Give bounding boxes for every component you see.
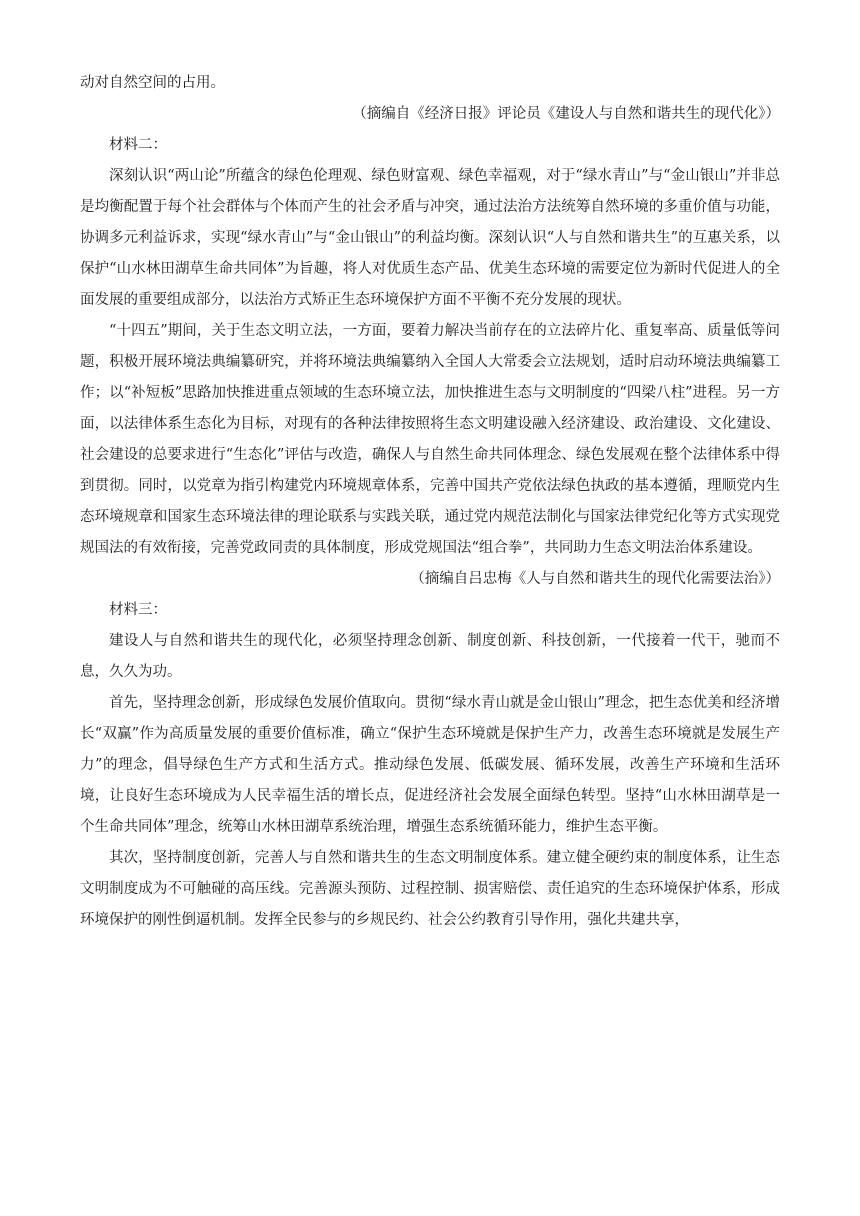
body-paragraph: 深刻认识“两山论”所蕴含的绿色伦理观、绿色财富观、绿色幸福观，对于“绿水青山”与“金山银山”并非总是均衡配置于每个社会群体与个体而产生的社会矛盾与冲突，通过法治方法统筹自然环境的多重价值与功能，协调多元利益诉求，实现“绿水青山”与“金山银山”的利益均衡。深刻认识“人与自然和谐共生”的互惠关系，以保护“山水林田湖草生命共同体”为旨趣，将人对优质生态产品、优美生态环境的需要定位为新时代促进人的全面发展的重要组成部分，以法治方式矫正生态环境保护方面不平衡不充分发展的现状。 [80, 168, 780, 308]
document-page [80, 68, 780, 936]
material-heading: 材料二： [109, 137, 167, 153]
source-citation: （摘编自吕忠梅《人与自然和谐共生的现代化需要法治》） [410, 571, 780, 587]
source-citation: （摘编自《经济日报》评论员《建设人与自然和谐共生的现代化》） [352, 106, 780, 122]
body-paragraph: 建设人与自然和谐共生的现代化，必须坚持理念创新、制度创新、科技创新，一代接着一代干，驰而不息，久久为功。 [80, 633, 780, 680]
body-paragraph: “十四五”期间，关于生态文明立法，一方面，要着力解决当前存在的立法碎片化、重复率高、质量低等问题，积极开展环境法典编纂研究，并将环境法典编纂纳入全国人大常委会立法规划，适时启动环境法典编纂工作；以“补短板”思路加快推进重点领域的生态环境立法，加快推进生态与文明制度的“四梁八柱”进程。另一方面，以法律体系生态化为目标，对现有的各种法律按照将生态文明建设融入经济建设、政治建设、文化建设、社会建设的总要求进行“生态化”评估与改造，确保人与自然生命共同体理念、绿色发展观在整个法律体系中得到贯彻。同时，以党章为指引构建党内环境规章体系，完善中国共产党依法绿色执政的基本遵循，理顺党内生态环境规章和国家生态环境法律的理论联系与实践关联，通过党内规范法制化与国家法律党纪化等方式实现党规国法的有效衔接，完善党政同责的具体制度，形成党规国法“组合拳”，共同助力生态文明法治体系建设。 [80, 323, 780, 556]
body-paragraph: 其次，坚持制度创新，完善人与自然和谐共生的生态文明制度体系。建立健全硬约束的制度体系，让生态文明制度成为不可触碰的高压线。完善源头预防、过程控制、损害赔偿、责任追究的生态环境保护体系，形成环境保护的刚性倒逼机制。发挥全民参与的乡规民约、社会公约教育引导作用，强化共建共享， [80, 850, 780, 928]
body-paragraph: 首先，坚持理念创新，形成绿色发展价值取向。贯彻“绿水青山就是金山银山”理念，把生态优美和经济增长“双赢”作为高质量发展的重要价值标准，确立“保护生态环境就是保护生产力，改善生态环境就是发展生产力”的理念，倡导绿色生产方式和生活方式。推动绿色发展、低碳发展、循环发展，改善生产环境和生活环境，让良好生态环境成为人民幸福生活的增长点，促进经济社会发展全面绿色转型。坚持“山水林田湖草是一个生命共同体”理念，统筹山水林田湖草系统治理，增强生态系统循环能力，维护生态平衡。 [80, 695, 780, 835]
material-heading: 材料三： [109, 602, 167, 618]
paragraph-continuation: 动对自然空间的占用。 [80, 75, 225, 91]
